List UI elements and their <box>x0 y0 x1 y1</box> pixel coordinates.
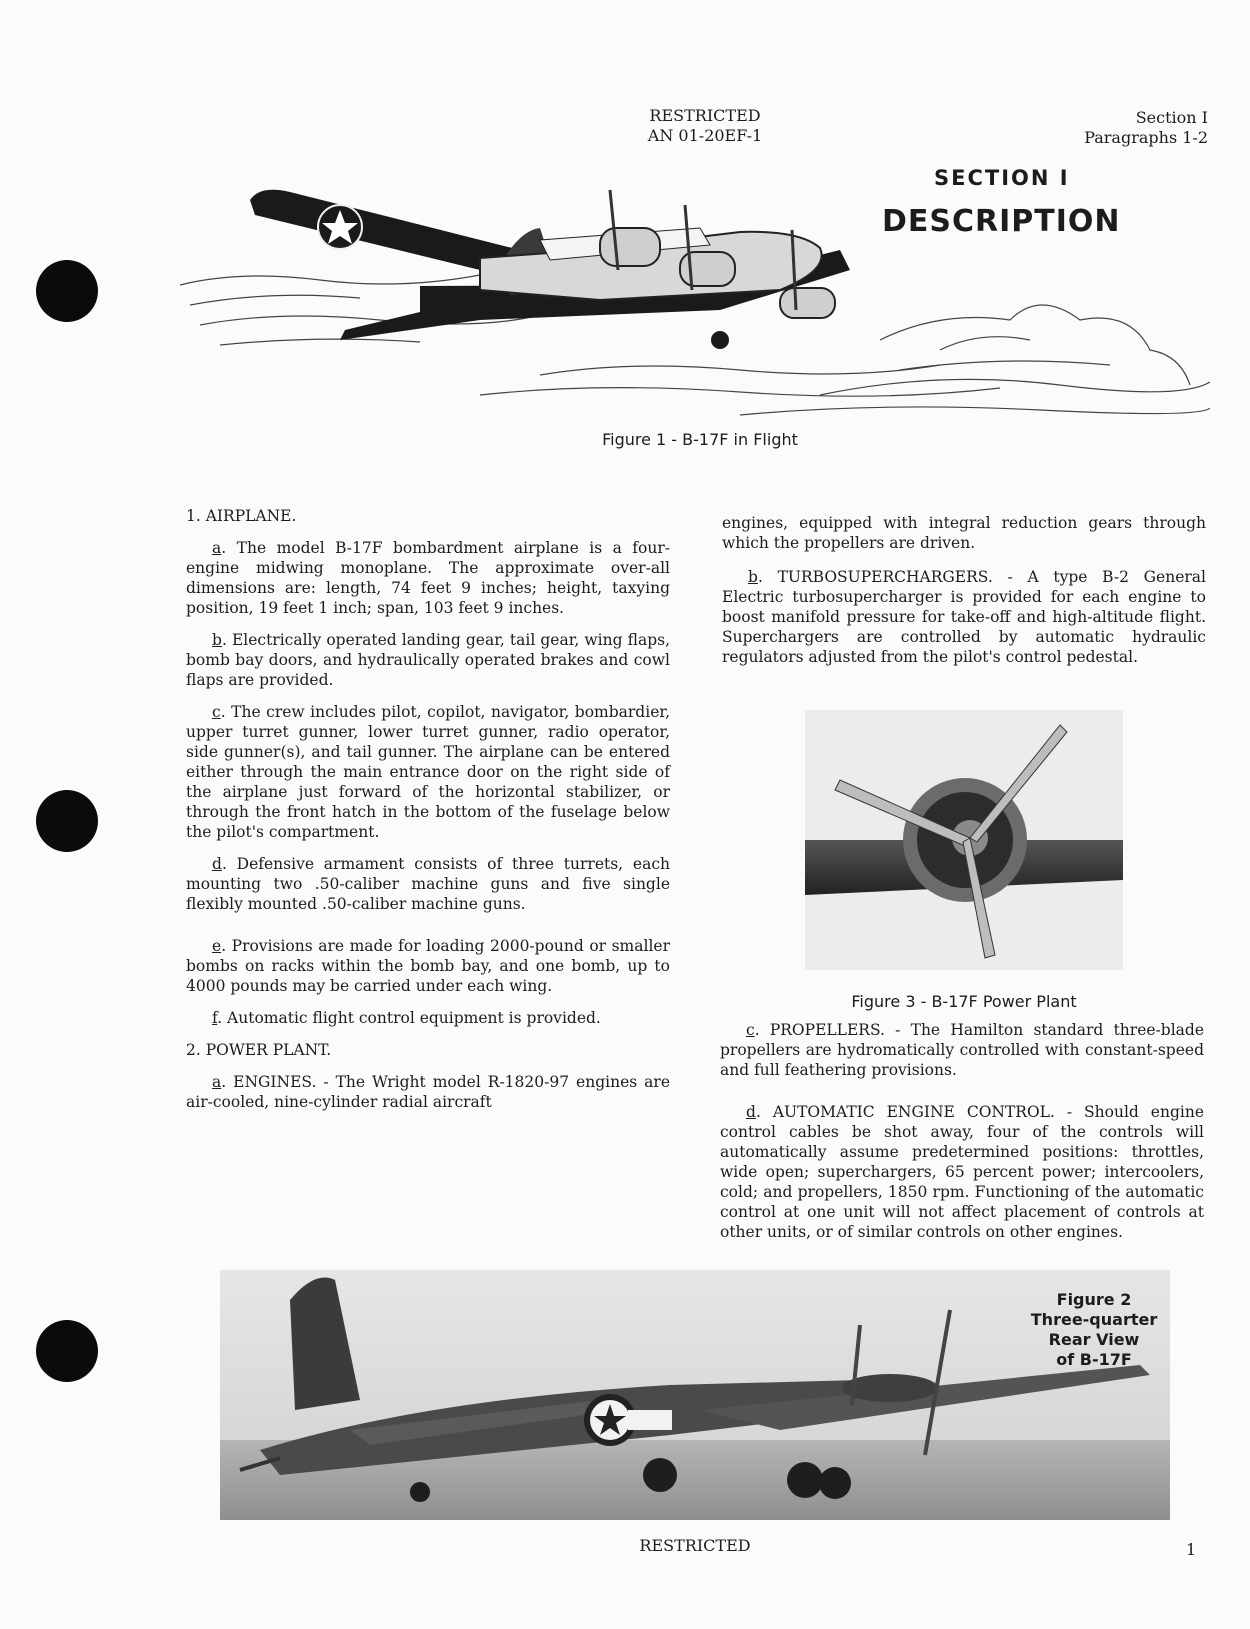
binder-hole-middle <box>36 790 98 852</box>
paragraph-1f <box>186 1008 670 1028</box>
paragraph-1c <box>186 702 670 842</box>
paragraph-text: . Provisions are made for loading 2000-pound or smaller bombs on racks within the bomb bay, and one bomb, up to 4000 pounds may be carried under each wing. <box>186 937 670 995</box>
header-right <box>1008 108 1208 148</box>
header-restricted: RESTRICTED <box>649 106 761 125</box>
paragraph-text: . Defensive armament consists of three turrets, each mounting two .50-caliber machine guns and five single flexibly mounted .50-caliber machine guns. <box>186 855 670 913</box>
paragraph-1a <box>186 538 670 618</box>
item-letter: a <box>212 539 222 557</box>
paragraph-2c <box>720 1020 1204 1080</box>
item-letter: d <box>746 1103 756 1121</box>
right-column-top <box>722 513 1206 679</box>
right-column-bottom <box>720 1020 1204 1254</box>
item-letter: b <box>212 631 222 649</box>
paragraph-text: . The crew includes pilot, copilot, navigator, bombardier, upper turret gunner, lower turret gunner, radio operator, side gunner(s), and tail gunner. The airplane can be entered either through the main entrance door on the right side of the airplane just forward of the horizontal stabilizer, or through the front hatch in the bottom of the fuselage below the pilot's compartment. <box>186 703 670 841</box>
figure-2-caption-line: of B-17F <box>1056 1350 1132 1369</box>
paragraph-text: . AUTOMATIC ENGINE CONTROL. - Should engine control cables be shot away, four of the controls will automatically assume predetermined positions: throttles, wide open; superchargers, 65 percent power; intercoolers, cold; and propellers, 1850 rpm. Functioning of the automatic control at one unit will not affect placement of controls at other units, or of similar controls on other engines. <box>720 1103 1204 1241</box>
left-column <box>186 506 670 1124</box>
paragraph-text: . ENGINES. - The Wright model R-1820-97 engines are air-cooled, nine-cylinder radial aircraft <box>186 1073 670 1111</box>
paragraph-1b <box>186 630 670 690</box>
figure-1-illustration <box>180 170 1210 420</box>
figure-3-photo <box>805 710 1123 970</box>
figure-2-photo <box>220 1270 1170 1520</box>
header-doc-number: AN 01-20EF-1 <box>647 126 763 145</box>
paragraph-text: . TURBOSUPERCHARGERS. - A type B-2 General Electric turbosupercharger is provided for each engine to boost manifold pressure for take-off and high-altitude flight. Superchargers are controlled by automatic hydraulic regulators adjusted from the pilot's control pedestal. <box>722 568 1206 666</box>
binder-hole-top <box>36 260 98 322</box>
section-number: SECTION I <box>934 166 1070 190</box>
item-letter: a <box>212 1073 222 1091</box>
figure-1-caption: Figure 1 - B-17F in Flight <box>602 430 798 449</box>
page-number: 1 <box>1186 1540 1197 1559</box>
section-title: DESCRIPTION <box>882 204 1121 239</box>
paragraph-text: . Electrically operated landing gear, tail gear, wing flaps, bomb bay doors, and hydraulically operated brakes and cowl flaps are provided. <box>186 631 670 689</box>
paragraph-text: . Automatic flight control equipment is provided. <box>217 1009 601 1027</box>
header-center <box>620 106 790 146</box>
paragraph-text: . PROPELLERS. - The Hamilton standard three-blade propellers are hydromatically controlled with constant-speed and full feathering provisions. <box>720 1021 1204 1079</box>
paragraph-2b <box>722 567 1206 667</box>
paragraph-1d <box>186 854 670 914</box>
power-plant-image <box>805 710 1123 970</box>
item-letter: c <box>746 1021 755 1039</box>
figure-2-caption-line: Three-quarter <box>1030 1310 1158 1329</box>
figure-2-caption-line: Figure 2 <box>1056 1290 1132 1309</box>
paragraph-2a-continued: engines, equipped with integral reduction gears through which the propellers are driven. <box>722 514 1206 552</box>
header-section-ref: Section I <box>1135 108 1208 127</box>
header-paragraphs-ref: Paragraphs 1-2 <box>1084 128 1208 147</box>
item-letter: e <box>212 937 222 955</box>
paragraph-text: . The model B-17F bombardment airplane is a four-engine midwing monoplane. The approximate over-all dimensions are: length, 74 feet 9 inches; height, taxying position, 19 feet 1 inch; span, 103 feet 9 inches. <box>186 539 670 617</box>
bomber-silhouette <box>250 190 850 349</box>
paragraph-2d <box>720 1102 1204 1242</box>
figure-3-caption: Figure 3 - B-17F Power Plant <box>851 992 1077 1011</box>
paragraph-1e <box>186 936 670 996</box>
heading-power-plant: 2. POWER PLANT. <box>186 1041 332 1059</box>
footer-restricted: RESTRICTED <box>639 1536 751 1555</box>
figure-2-caption <box>1024 1290 1164 1370</box>
paragraph-2a <box>186 1072 670 1112</box>
item-letter: d <box>212 855 222 873</box>
item-letter: f <box>212 1009 218 1027</box>
item-letter: c <box>212 703 221 721</box>
item-letter: b <box>748 568 758 586</box>
heading-airplane: 1. AIRPLANE. <box>186 507 297 525</box>
binder-hole-bottom <box>36 1320 98 1382</box>
figure-2-caption-line: Rear View <box>1048 1330 1140 1349</box>
